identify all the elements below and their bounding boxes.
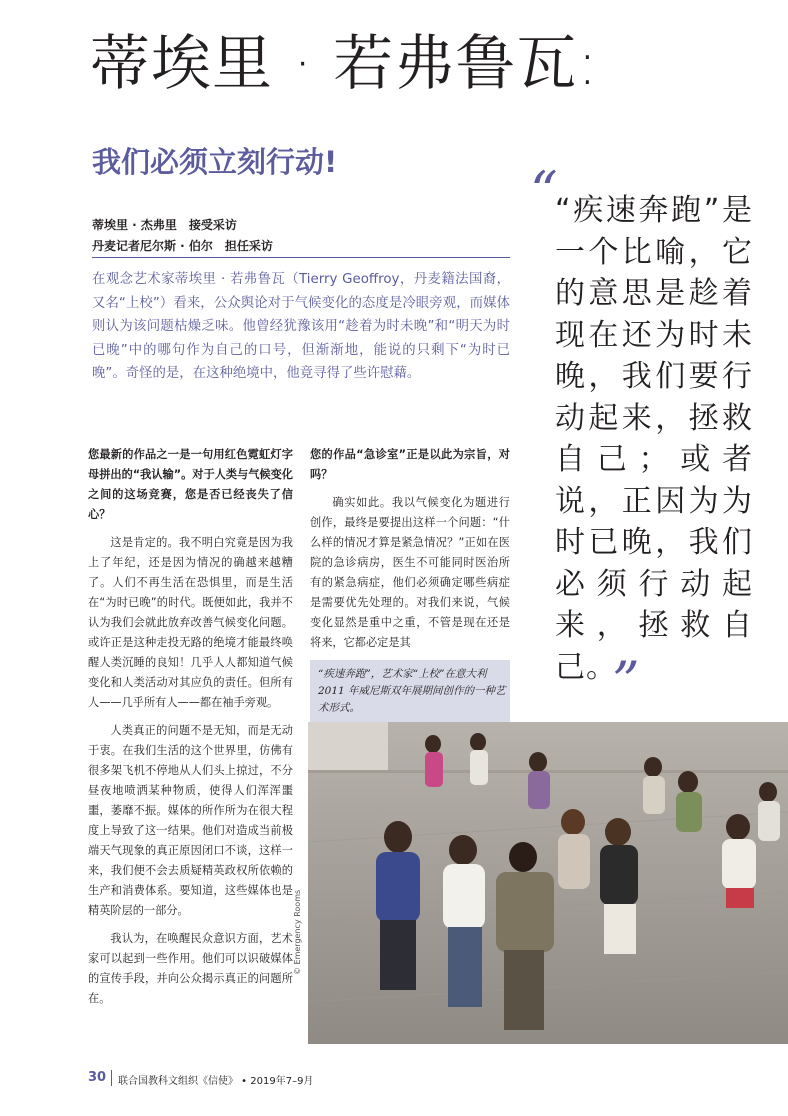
pull-quote: “疾速奔跑”是一个比喻，它的意思是趁着现在还为时未晚，我们要行动起来，拯救自己；或者说，正因为为时已晚，我们必须行动起来，拯救自己。 — [555, 193, 753, 685]
interview-question: 您最新的作品之一是一句用红色霓虹灯字母拼出的“我认输”。对于人类与气候变化之间的这场竞赛，您是否已经丧失了信心？ — [88, 448, 293, 521]
interview-question: 您的作品“急诊室”正是以此为宗旨，对吗？ — [310, 448, 510, 481]
photo-caption: “疾速奔跑”，艺术家“上校”在意大利 2011 年威尼斯双年展期间创作的一种艺术形式。 — [318, 668, 506, 714]
footer-divider — [111, 1070, 112, 1086]
footer-publication: 联合国教科文组织《信使》 • 2019年7–9月 — [118, 1076, 314, 1087]
photo-illustration — [308, 722, 788, 1044]
answer-paragraph: 这是肯定的。我不明白究竟是因为我上了年纪，还是因为情况的确越来越糟了。人们不再生活在恐惧里，而是生活在“为时已晚”的时代。既便如此，我并不认为我们会就此放弃改善气候变化问题。或许正是这种走投无路的绝境才能最终唤醒人类沉睡的良知！几乎人人都知道气候变化和人类活动对其应负的责任。但所有人——几乎所有人——都在袖手旁观。 — [88, 536, 293, 709]
page-subtitle: 我们必须立刻行动! — [92, 145, 338, 179]
page-title: 蒂埃里 · 若弗鲁瓦: — [90, 29, 599, 99]
close-quote-mark: ” — [612, 650, 640, 713]
interviewer-credit: 丹麦记者尼尔斯 · 伯尔 担任采访 — [92, 239, 273, 253]
answer-paragraph: 我认为，在唤醒民众意识方面，艺术家可以起到一些作用。他们可以识破媒体的宣传手段，并向公众揭示真正的问题所在。 — [88, 932, 293, 1005]
divider — [92, 257, 510, 258]
answer-paragraph: 确实如此。我以气候变化为题进行创作，最终是要提出这样一个问题：“什么样的情况才算是紧急情况？”正如在医院的急诊病房，医生不可能同时医治所有的紧急病症，他们必须确定哪些病症是需要优先处理的。对我们来说，气候变化显然是重中之重，不管是现在还是将来，它都必定是其 — [310, 496, 510, 649]
page-number: 30 — [88, 1070, 107, 1085]
intro-paragraph: 在观念艺术家蒂埃里 · 若弗鲁瓦（Tierry Geoffroy，丹麦籍法国裔，又名“上校”）看来，公众舆论对于气候变化的态度是冷眼旁观，而媒体则认为该问题枯燥乏味。他曾经犹豫该用“趁着为时未晚”和“明天为时已晚”中的哪句作为自己的口号，但渐渐地，能说的只剩下“为时已晚”。奇怪的是，在这种绝境中，他竟寻得了些许慰藉。 — [92, 272, 510, 381]
photo-credit: © Emergency Rooms — [293, 889, 302, 975]
article-column-1 — [88, 445, 293, 1009]
open-quote-mark: “ — [530, 160, 558, 223]
running-crowd-photo — [308, 722, 788, 1044]
interviewee-credit: 蒂埃里 · 杰弗里 接受采访 — [92, 218, 237, 232]
article-column-2 — [310, 445, 510, 653]
answer-paragraph: 人类真正的问题不是无知，而是无动于衷。在我们生活的这个世界里，仿佛有很多架飞机不停地从人们头上掠过，不分昼夜地喷洒某种物质，使得人们浑浑噩噩，萎靡不振。媒体的所作所为在很大程度上导致了这一结果。他们对造成当前极端天气现象的真正原因闭口不谈，这样一来，我们便不会去质疑精英政权所依赖的生产和消费体系。要知道，这些媒体也是精英阶层的一部分。 — [88, 724, 293, 917]
